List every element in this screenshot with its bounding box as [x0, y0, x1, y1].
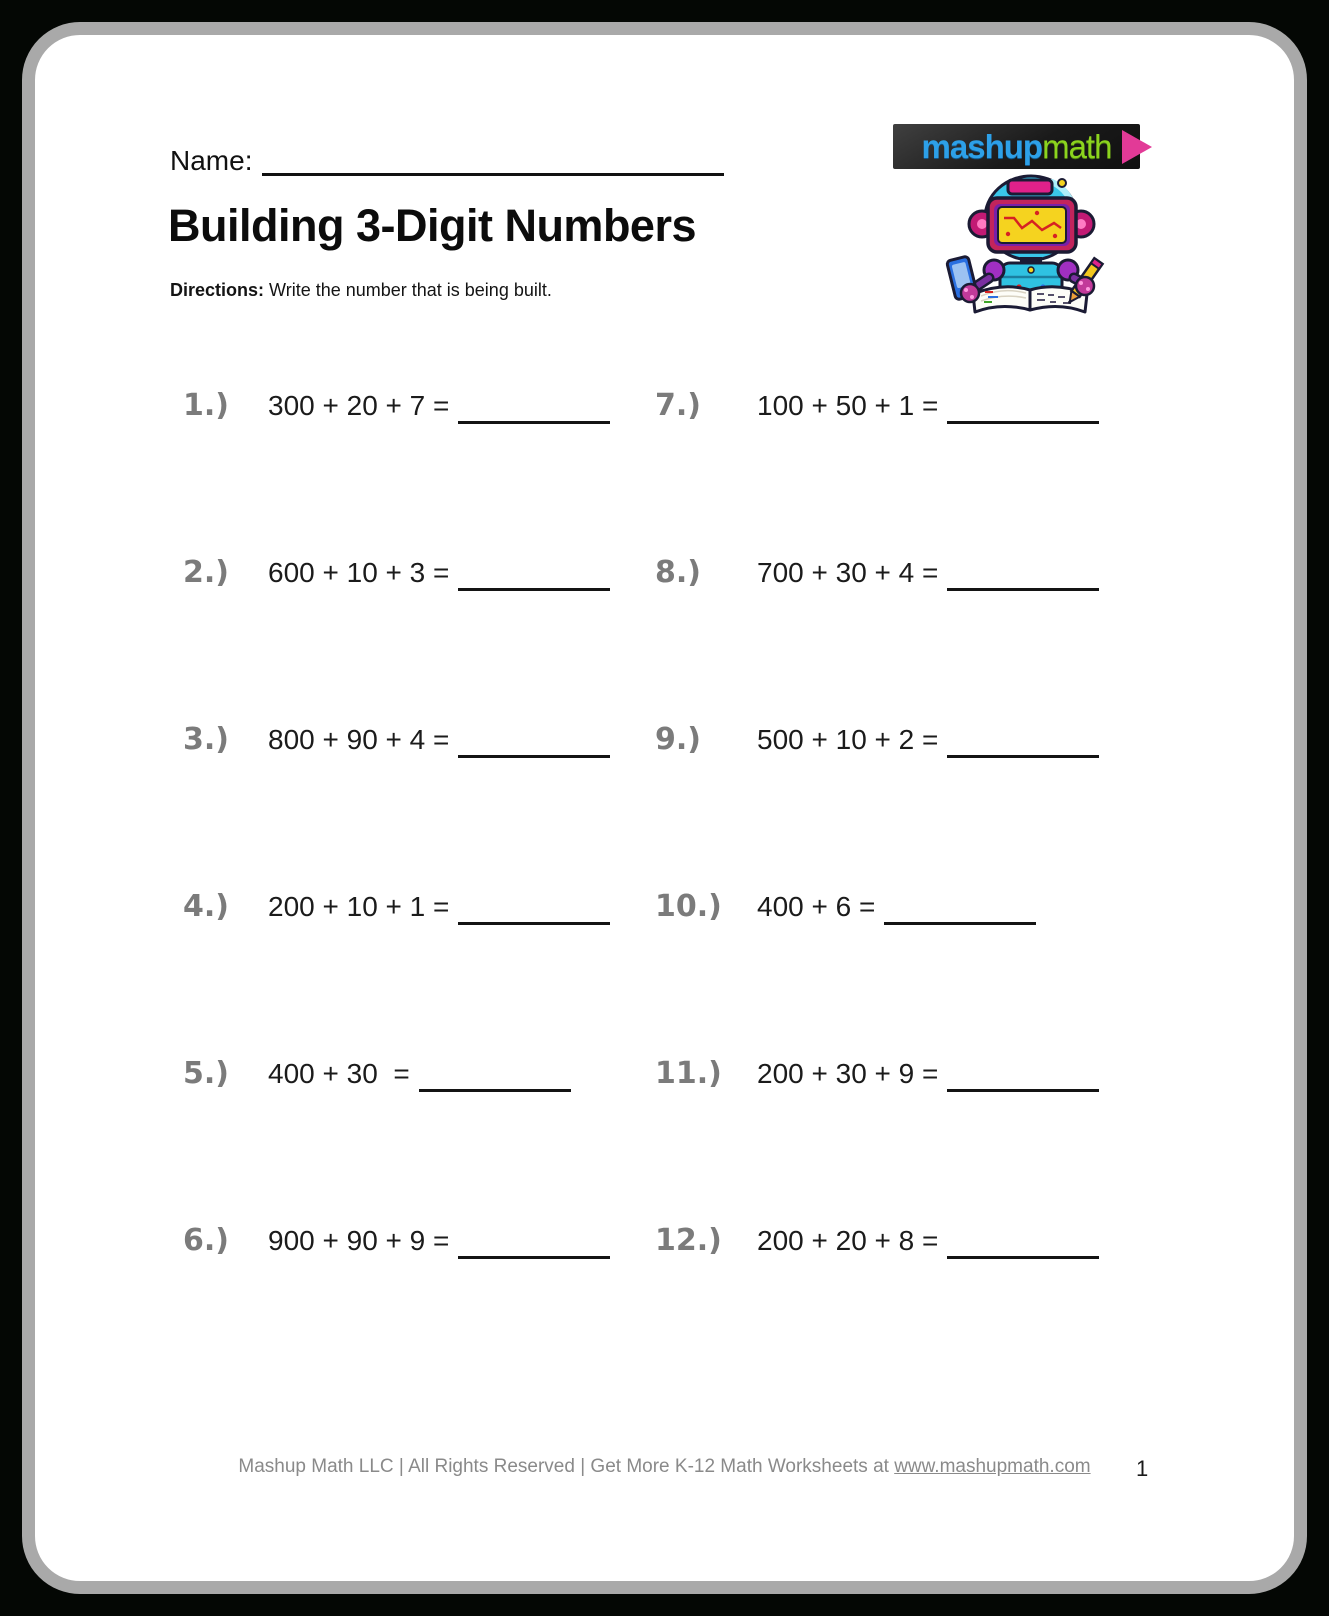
answer-blank-line: [947, 588, 1099, 591]
directions-label: Directions:: [170, 280, 265, 300]
name-label: Name:: [170, 145, 253, 176]
problem-row: [183, 555, 655, 591]
problem-expression: 200 + 30 + 9 =: [757, 1057, 939, 1089]
problem-row: [183, 889, 655, 925]
page-number: 1: [1136, 1456, 1149, 1481]
problem-number: 5.): [183, 1055, 229, 1091]
problem-number: 12.): [655, 1222, 722, 1258]
problem-expression: 800 + 90 + 4 =: [268, 723, 450, 755]
problem-number: 2.): [183, 554, 229, 590]
answer-blank-line: [884, 922, 1036, 925]
problem-number: 1.): [183, 387, 229, 423]
problem-number: 9.): [655, 721, 701, 757]
problem-expression: 300 + 20 + 7 =: [268, 389, 450, 421]
name-blank-line: [262, 173, 724, 176]
play-triangle-icon: [1122, 130, 1152, 164]
problem-row: [183, 1223, 655, 1259]
problem-row: [655, 1056, 1099, 1092]
problem-expression: 400 + 30 =: [268, 1057, 410, 1089]
directions: [170, 278, 552, 302]
problems-grid: [183, 322, 1099, 1324]
problem-expression: 900 + 90 + 9 =: [268, 1224, 450, 1256]
logo-text-mashup: mashup: [921, 127, 1043, 165]
problem-expression: 200 + 20 + 8 =: [757, 1224, 939, 1256]
answer-blank-line: [947, 755, 1099, 758]
problem-row: [655, 555, 1099, 591]
answer-blank-line: [947, 1256, 1099, 1259]
logo-text-math: math: [1042, 127, 1112, 165]
problem-row: [655, 388, 1099, 424]
mashupmath-logo: [893, 124, 1140, 169]
answer-blank-line: [458, 588, 610, 591]
footer-text: Mashup Math LLC | All Rights Reserved | Get More K-12 Math Worksheets at: [238, 1456, 895, 1477]
answer-blank-line: [458, 922, 610, 925]
problem-expression: 600 + 10 + 3 =: [268, 556, 450, 588]
problem-expression: 400 + 6 =: [757, 890, 876, 922]
problem-number: 11.): [655, 1055, 722, 1091]
answer-blank-line: [458, 755, 610, 758]
problem-row: [655, 1223, 1099, 1259]
problem-row: [183, 1056, 655, 1092]
name-field-row: [170, 144, 724, 178]
robot-mascot-illustration: [933, 166, 1131, 316]
problem-number: 7.): [655, 387, 701, 423]
problem-row: [655, 889, 1099, 925]
problem-number: 6.): [183, 1222, 229, 1258]
problem-row: [655, 722, 1099, 758]
answer-blank-line: [458, 421, 610, 424]
problem-expression: 100 + 50 + 1 =: [757, 389, 939, 421]
directions-text: Write the number that is being built.: [264, 280, 552, 300]
problem-number: 10.): [655, 888, 722, 924]
answer-blank-line: [419, 1089, 571, 1092]
problem-expression: 700 + 30 + 4 =: [757, 556, 939, 588]
problem-row: [183, 388, 655, 424]
footer: [35, 1456, 1294, 1478]
answer-blank-line: [458, 1256, 610, 1259]
footer-site-link[interactable]: www.mashupmath.com: [894, 1456, 1091, 1477]
robot-mascot-icon: [933, 166, 1131, 316]
page-title: Building 3-Digit Numbers: [168, 200, 696, 251]
problem-number: 3.): [183, 721, 229, 757]
problem-row: [183, 722, 655, 758]
problem-expression: 200 + 10 + 1 =: [268, 890, 450, 922]
problem-number: 4.): [183, 888, 229, 924]
answer-blank-line: [947, 1089, 1099, 1092]
answer-blank-line: [947, 421, 1099, 424]
problem-number: 8.): [655, 554, 701, 590]
problem-expression: 500 + 10 + 2 =: [757, 723, 939, 755]
